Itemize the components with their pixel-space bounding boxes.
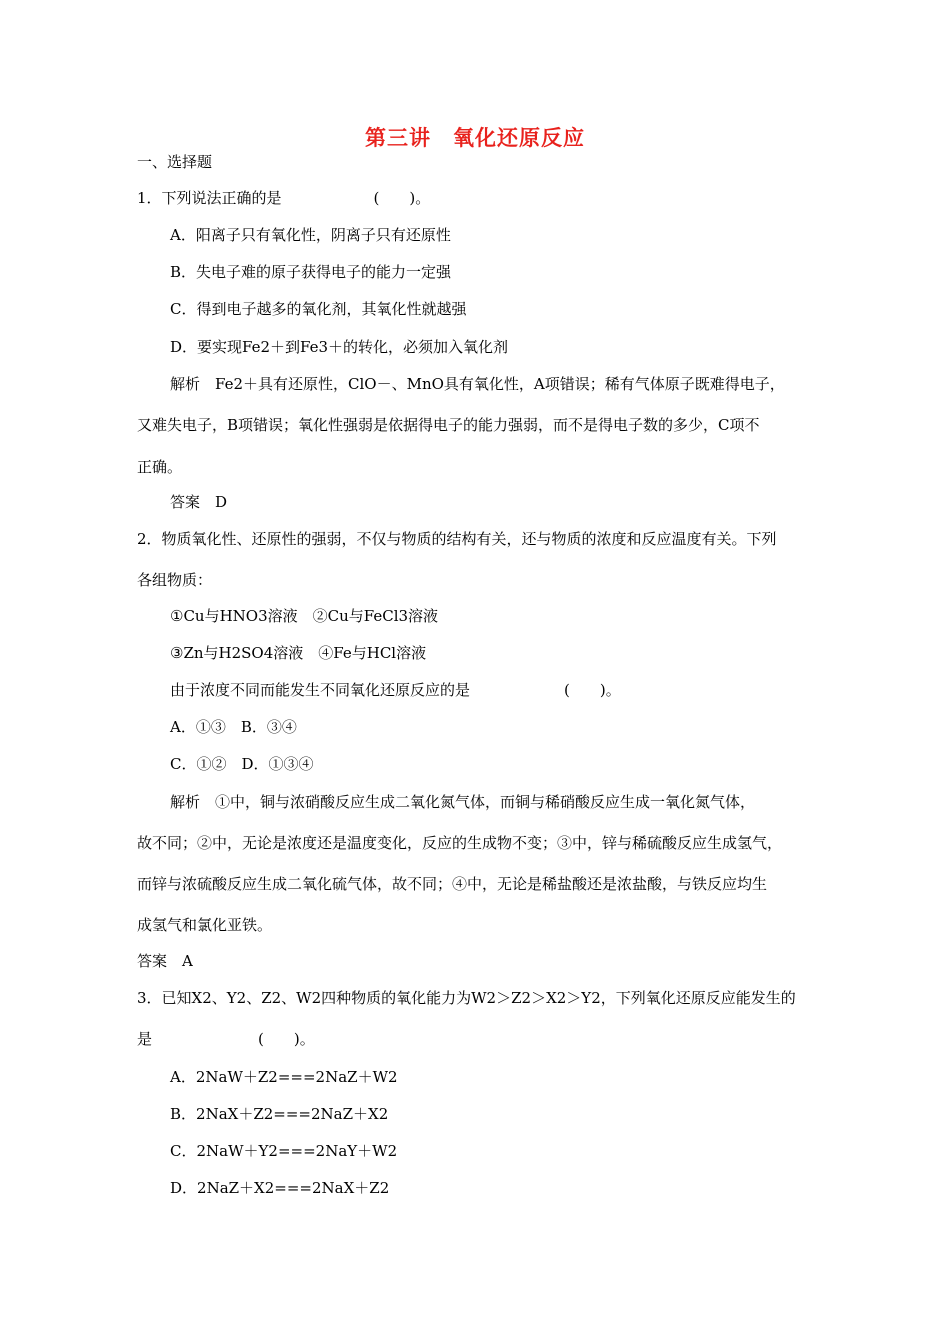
q2-question-line [170, 680, 621, 700]
q1-option-a: A．阳离子只有氧化性，阴离子只有还原性 [170, 226, 451, 244]
q1-answer: 答案 D [170, 493, 228, 511]
q2-analysis-line: 解析 ①中，铜与浓硝酸反应生成二氧化氮气体，而铜与稀硝酸反应生成一氧化氮气体， [170, 793, 756, 811]
page-title: 第三讲 氧化还原反应 [365, 125, 585, 150]
q1-stem-line [137, 188, 430, 208]
q3-option-a: A．2NaW＋Z2===2NaZ＋W2 [170, 1068, 398, 1086]
q2-answer: 答案 A [137, 952, 193, 970]
q2-analysis-line: 故不同；②中，无论是浓度还是温度变化，反应的生成物不变；③中，锌与稀硫酸反应生成氢气， [137, 834, 783, 852]
q1-option-d: D．要实现Fe2＋到Fe3＋的转化，必须加入氧化剂 [170, 338, 509, 356]
q2-analysis-line: 成氢气和氯化亚铁。 [137, 916, 273, 934]
q2-analysis-line: 而锌与浓硫酸反应生成二氧化硫气体，故不同；④中，无论是稀盐酸还是浓盐酸，与铁反应均生 [137, 875, 768, 893]
q1-analysis-line: 解析 Fe2＋具有还原性，ClO－、MnO具有氧化性，A项错误；稀有气体原子既难得电子， [170, 375, 785, 393]
q1-analysis-line: 又难失电子，B项错误；氧化性强弱是依据得电子的能力强弱，而不是得电子数的多少，C项不 [137, 416, 760, 434]
q2-stem-line: 各组物质： [137, 571, 213, 589]
q3-paren: ( )。 [258, 1030, 315, 1048]
q1-option-c: C．得到电子越多的氧化剂，其氧化性就越强 [170, 300, 467, 318]
q3-option-c: C．2NaW＋Y2===2NaY＋W2 [170, 1142, 398, 1160]
q3-stem-line2 [137, 1029, 315, 1049]
q2-stem-line: 2．物质氧化性、还原性的强弱，不仅与物质的结构有关，还与物质的浓度和反应温度有关。下列 [137, 530, 777, 548]
q3-stem-end: 是 [137, 1030, 153, 1048]
q1-option-b: B．失电子难的原子获得电子的能力一定强 [170, 263, 452, 281]
q3-stem-line: 3．已知X2、Y2、Z2、W2四种物质的氧化能力为W2＞Z2＞X2＞Y2，下列氧化还原反应能发生的 [137, 989, 796, 1007]
section-heading: 一、选择题 [137, 153, 213, 171]
q2-item: ③Zn与H2SO4溶液 ④Fe与HCl溶液 [170, 644, 427, 662]
q2-options-line: A．①③ B．③④ [170, 718, 297, 736]
q3-option-d: D．2NaZ＋X2===2NaX＋Z2 [170, 1179, 390, 1197]
q1-analysis-line: 正确。 [137, 458, 183, 476]
q2-options-line: C．①② D．①③④ [170, 755, 314, 773]
q1-paren: ( )。 [373, 189, 431, 207]
q2-paren: ( )。 [564, 681, 621, 699]
q2-question: 由于浓度不同而能发生不同氧化还原反应的是 [170, 681, 471, 699]
q2-item: ①Cu与HNO3溶液 ②Cu与FeCl3溶液 [170, 607, 439, 625]
q3-option-b: B．2NaX＋Z2===2NaZ＋X2 [170, 1105, 389, 1123]
q1-stem: 1．下列说法正确的是 [137, 189, 282, 207]
